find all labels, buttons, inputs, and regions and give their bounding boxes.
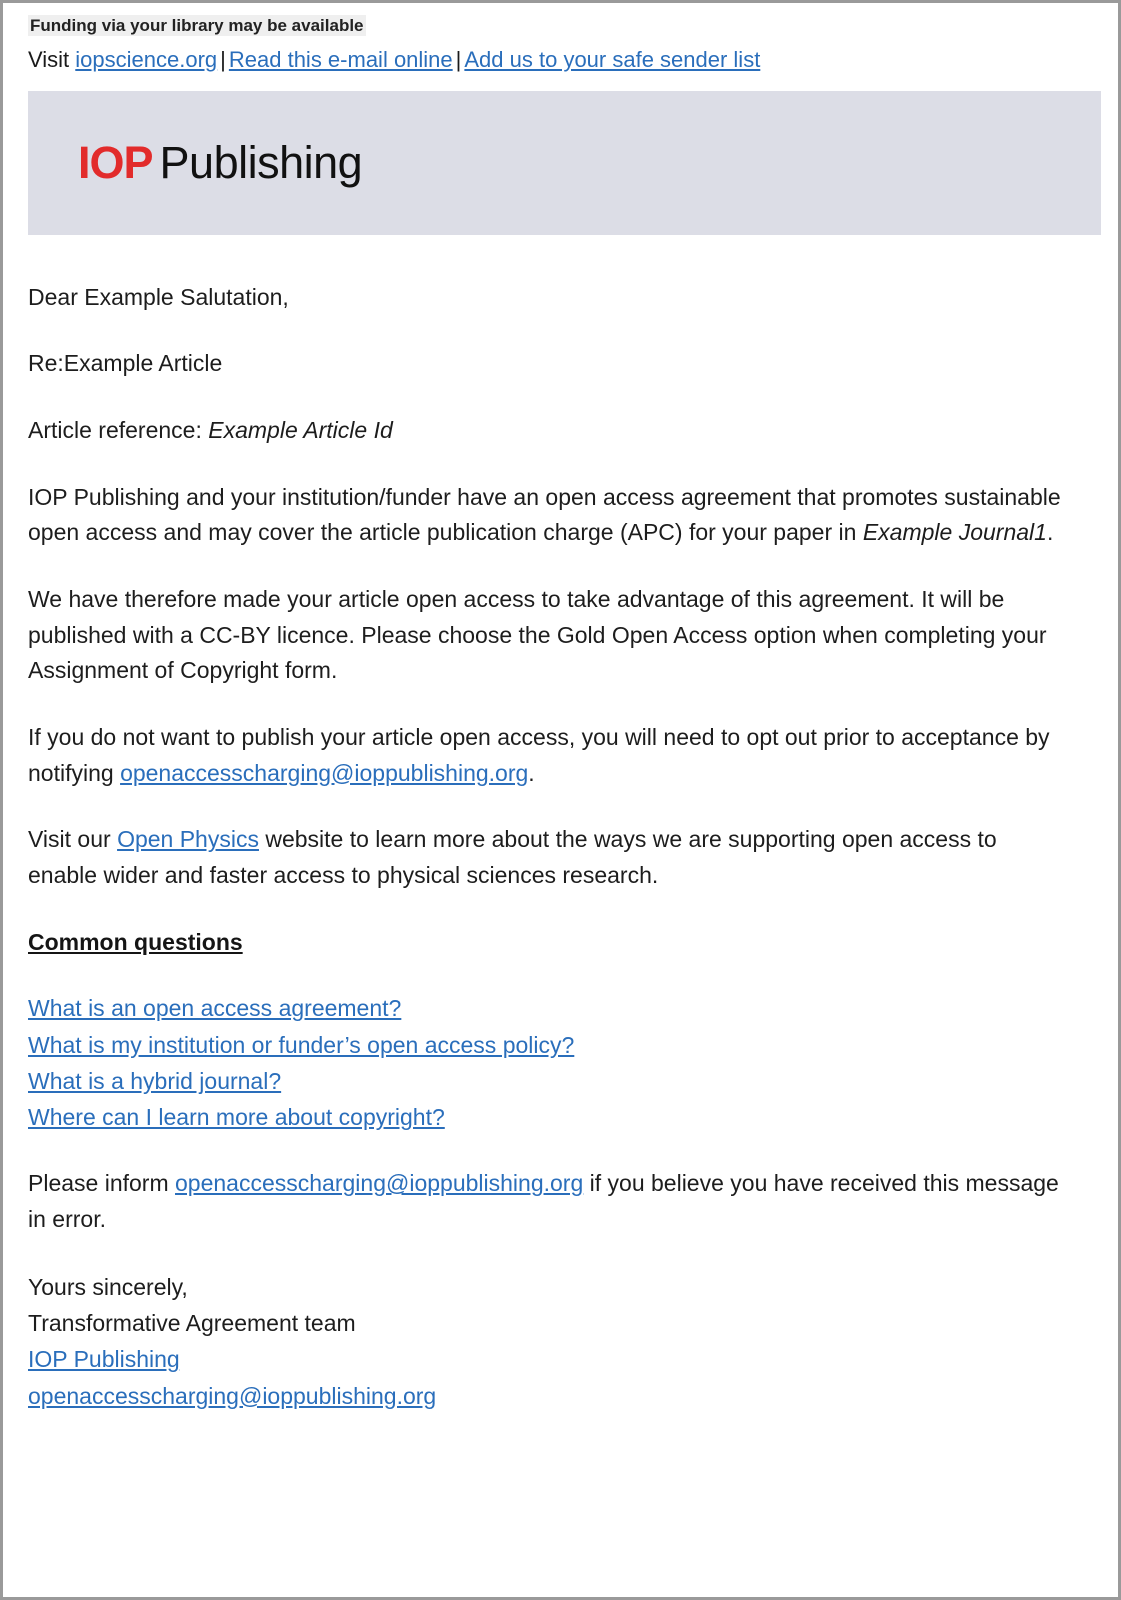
error-text-part1: Please inform xyxy=(28,1170,176,1197)
question-link-institution-policy[interactable]: What is my institution or funder’s open access policy? xyxy=(28,1031,575,1058)
question-link-open-access-agreement[interactable]: What is an open access agreement? xyxy=(28,995,402,1022)
article-reference-value: Example Article Id xyxy=(208,417,393,444)
signoff-team: Transformative Agreement team xyxy=(28,1310,356,1337)
open-physics-link[interactable]: Open Physics xyxy=(117,826,259,853)
optout-email-link[interactable]: openaccesscharging@ioppublishing.org xyxy=(120,759,529,786)
agreement-text-part1: IOP Publishing and your institution/funder have an open access agreement that promotes sustainable open access and may cover the article publication charge (APC) for your paper in xyxy=(28,483,1061,546)
logo-word-publishing: Publishing xyxy=(159,137,363,189)
optout-text-part2: . xyxy=(528,759,535,786)
agreement-paragraph xyxy=(28,480,1068,551)
error-text-part2: if you believe you have received this message in error. xyxy=(28,1170,1059,1233)
iopscience-link[interactable]: iopscience.org xyxy=(75,47,218,73)
visit-prefix-label: Visit xyxy=(28,47,76,73)
preheader-funding-note-text: Funding via your library may be available xyxy=(30,16,364,35)
logo-mark-iop: IOP xyxy=(78,137,153,189)
signoff-email-link[interactable]: openaccesscharging@ioppublishing.org xyxy=(28,1382,437,1409)
subject-paragraph: Re:Example Article xyxy=(28,350,223,377)
signature-block xyxy=(28,1269,1096,1414)
open-physics-text-part1: Visit our xyxy=(28,826,118,853)
link-separator-1: | xyxy=(220,47,226,73)
error-report-paragraph xyxy=(28,1166,1068,1237)
link-separator-2: | xyxy=(455,47,462,73)
question-link-hybrid-journal[interactable]: What is a hybrid journal? xyxy=(28,1067,282,1094)
optout-paragraph xyxy=(28,720,1068,791)
salutation-paragraph: Dear Example Salutation, xyxy=(28,283,289,310)
error-report-email-link[interactable]: openaccesscharging@ioppublishing.org xyxy=(175,1170,584,1197)
agreement-text-part2: . xyxy=(1046,519,1054,546)
common-questions-link-list xyxy=(28,990,1096,1135)
email-body xyxy=(28,235,1096,1414)
agreement-journal-name: Example Journal1 xyxy=(862,519,1047,546)
licence-paragraph: We have therefore made your article open access to take advantage of this agreement. It will be published with a CC-BY licence. Please choose the Gold Open Access option when completing your Assignment of Copyright form. xyxy=(28,586,1047,684)
preheader-links-row xyxy=(28,46,1096,75)
email-content-wrapper xyxy=(3,3,1118,1414)
open-physics-paragraph xyxy=(28,822,1068,893)
common-questions-heading: Common questions xyxy=(28,928,243,955)
optout-text-part1: If you do not want to publish your article open access, you will need to opt out prior to acceptance by notifying xyxy=(28,723,1050,786)
safe-sender-link[interactable]: Add us to your safe sender list xyxy=(464,47,761,73)
open-physics-text-part2: website to learn more about the ways we are supporting open access to enable wider and faster access to physical sciences research. xyxy=(28,826,997,888)
read-online-link[interactable]: Read this e-mail online xyxy=(228,47,453,73)
signoff-company-link[interactable]: IOP Publishing xyxy=(28,1346,180,1373)
article-reference-label: Article reference: xyxy=(28,417,209,444)
iop-publishing-logo xyxy=(78,137,363,189)
article-reference-paragraph xyxy=(28,413,1068,449)
signoff-closing: Yours sincerely, xyxy=(28,1273,188,1300)
brand-banner xyxy=(28,91,1101,235)
question-link-copyright[interactable]: Where can I learn more about copyright? xyxy=(28,1104,445,1131)
preheader-funding-note xyxy=(28,15,1096,36)
